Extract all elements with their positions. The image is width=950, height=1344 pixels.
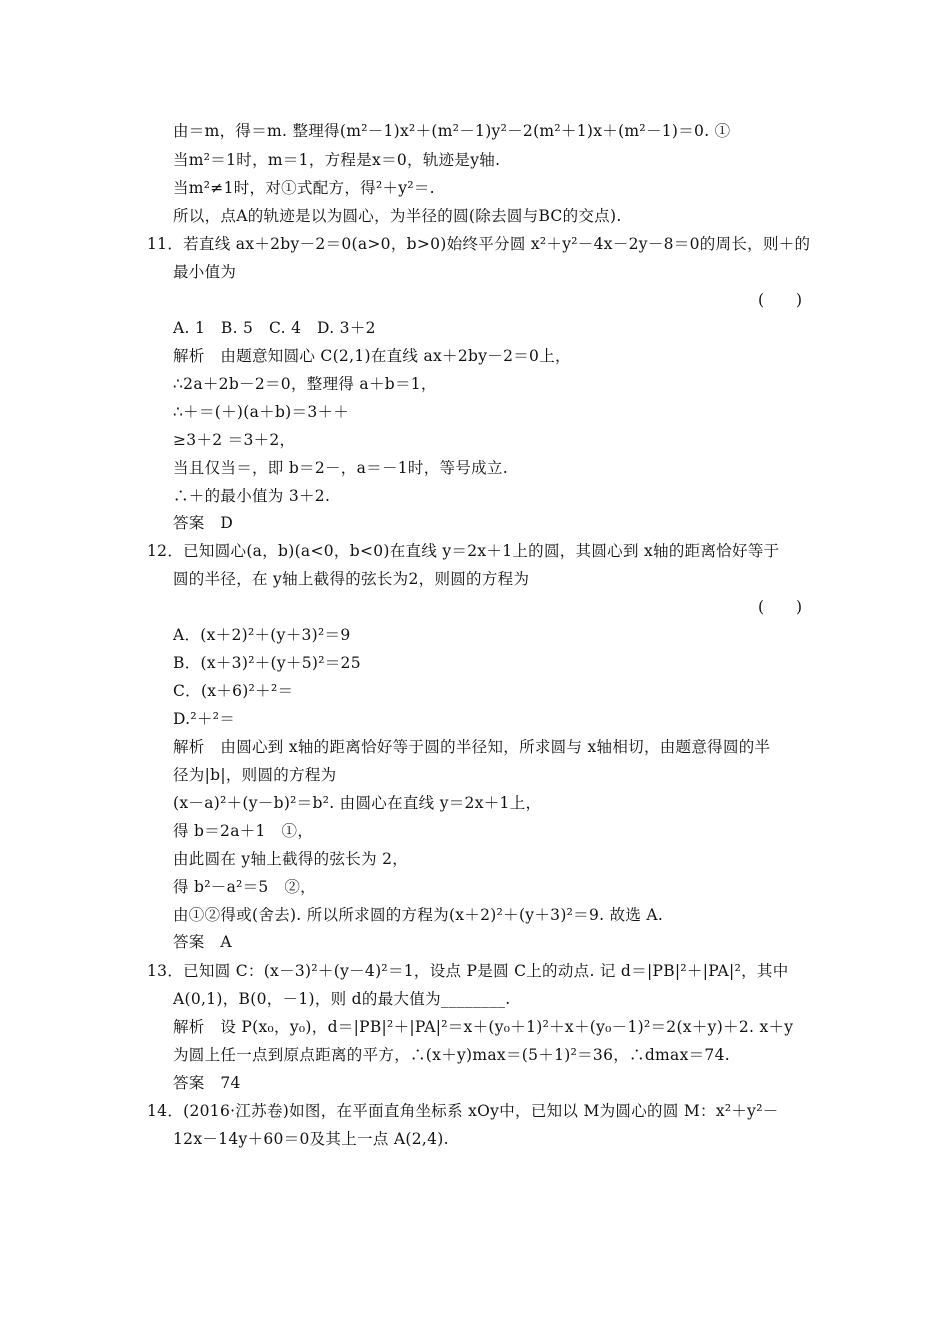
question-14-stem: 14．(2016·江苏卷)如图，在平面直角坐标系 xOy中，已知以 M为圆心的圆 M：x²＋y²－ (147, 1102, 779, 1120)
question-12-stem: 12．已知圆心(a，b)(a<0，b<0)在直线 y＝2x＋1上的圆，其圆心到 x轴的距离恰好等于 (147, 542, 780, 560)
solution-line: 解析 由题意知圆心 C(2,1)在直线 ax＋2by－2＝0上， (173, 347, 571, 365)
question-13-stem: 13．已知圆 C：(x－3)²＋(y－4)²＝1，设点 P是圆 C上的动点. 记 d＝|PB|²＋|PA|²，其中 (147, 962, 789, 980)
solution-line: 得 b²－a²＝5 ②， (173, 878, 316, 896)
question-11-stem: 11．若直线 ax＋2by－2＝0(a>0，b>0)始终平分圆 x²＋y²－4x－2y－8＝0的周长，则＋的 (147, 235, 811, 253)
option-a: A．(x＋2)²＋(y＋3)²＝9 (173, 626, 351, 644)
solution-line: 解析 由圆心到 x轴的距离恰好等于圆的半径知，所求圆与 x轴相切，由题意得圆的半 (173, 738, 771, 756)
answer-line: 答案 D (173, 514, 234, 532)
answer-line: 答案 A (173, 933, 232, 951)
solution-line: ∴2a＋2b－2＝0，整理得 a＋b＝1， (173, 375, 437, 393)
answer-blank-parens: ( ) (758, 598, 803, 616)
text-line: 当m²＝1时，m＝1，方程是x＝0，轨迹是y轴. (173, 151, 501, 169)
text-line: 由＝m，得＝m. 整理得(m²－1)x²＋(m²－1)y²－2(m²＋1)x＋(m²－1)＝0. ① (173, 122, 731, 140)
solution-line: 解析 设 P(x₀，y₀)，d＝|PB|²＋|PA|²＝x＋(y₀＋1)²＋x＋(y₀－1)²＝2(x＋y)＋2. x＋y (173, 1018, 794, 1036)
solution-line: 为圆上任一点到原点距离的平方，∴(x＋y)max＝(5＋1)²＝36，∴dmax＝74. (173, 1046, 730, 1064)
question-11-stem: 最小值为 (173, 263, 237, 281)
option-b: B．(x＋3)²＋(y＋5)²＝25 (173, 654, 361, 672)
text-line: 当m²≠1时，对①式配方，得²＋y²＝. (173, 179, 435, 197)
question-12-stem: 圆的半径，在 y轴上截得的弦长为2，则圆的方程为 (173, 570, 530, 588)
solution-line: ≥3＋2 ＝3＋2， (173, 431, 296, 449)
answer-blank-parens: ( ) (758, 291, 803, 309)
option-d: D.²＋²＝ (173, 710, 236, 728)
solution-line: 得 b＝2a＋1 ①， (173, 822, 314, 840)
solution-line: 由此圆在 y轴上截得的弦长为 2， (173, 850, 409, 868)
option-c: C．(x＋6)²＋²＝ (173, 682, 294, 700)
question-13-stem: A(0,1)，B(0，－1)，则 d的最大值为________. (173, 990, 511, 1008)
solution-line: (x－a)²＋(y－b)²＝b². 由圆心在直线 y＝2x＋1上， (173, 794, 542, 812)
question-11-options: A. 1 B. 5 C. 4 D. 3＋2 (173, 319, 376, 337)
solution-line: ∴＋＝(＋)(a＋b)＝3＋＋ (173, 403, 350, 421)
answer-line: 答案 74 (173, 1074, 241, 1092)
solution-line: 当且仅当＝，即 b＝2－，a＝－1时，等号成立. (173, 459, 508, 477)
solution-line: ∴＋的最小值为 3＋2. (173, 487, 331, 505)
text-line: 所以，点A的轨迹是以为圆心，为半径的圆(除去圆与BC的交点). (173, 207, 622, 225)
solution-line: 径为|b|，则圆的方程为 (173, 766, 337, 784)
question-14-stem: 12x－14y＋60＝0及其上一点 A(2,4). (173, 1130, 449, 1148)
solution-line: 由①②得或(舍去). 所以所求圆的方程为(x＋2)²＋(y＋3)²＝9. 故选 A. (173, 906, 664, 924)
